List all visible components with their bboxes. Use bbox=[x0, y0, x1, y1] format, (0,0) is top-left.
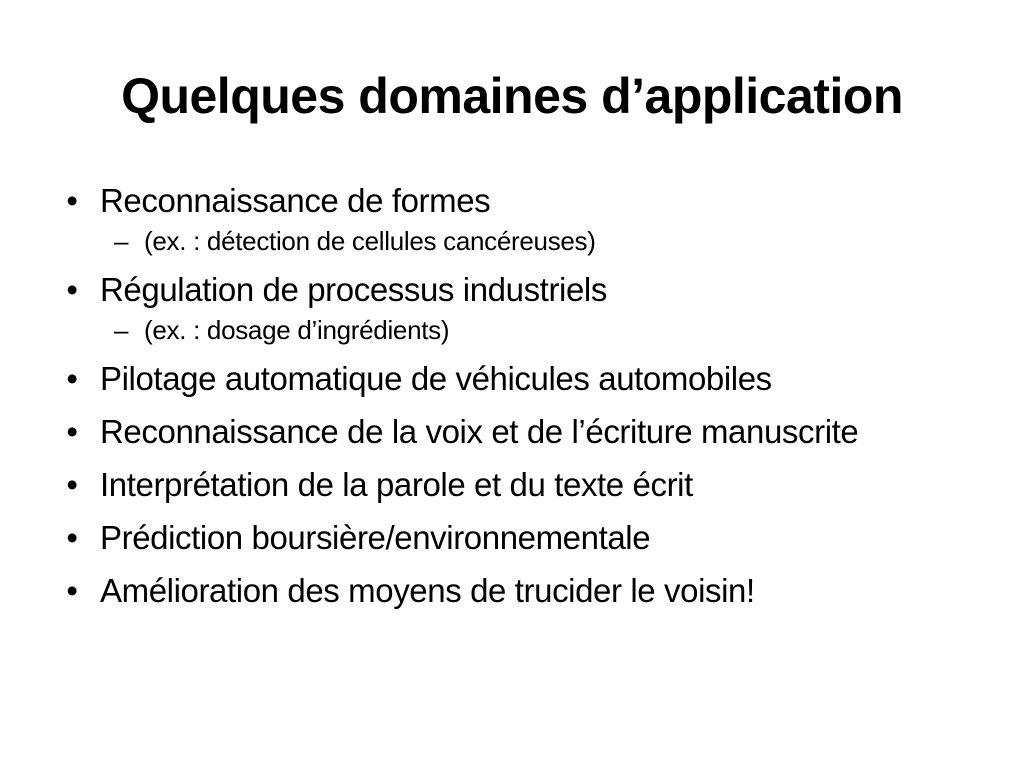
bullet-text: Régulation de processus industriels bbox=[100, 271, 607, 308]
bullet-list bbox=[62, 180, 992, 623]
sub-bullet-item bbox=[62, 314, 992, 346]
bullet-text: Reconnaissance de formes bbox=[100, 182, 491, 219]
bullet-item bbox=[62, 411, 992, 453]
bullet-item bbox=[62, 358, 992, 400]
bullet-item bbox=[62, 570, 992, 612]
bullet-item bbox=[62, 517, 992, 559]
bullet-text: Amélioration des moyens de trucider le voisin! bbox=[100, 572, 755, 609]
bullet-marker: • bbox=[66, 413, 78, 450]
bullet-marker: • bbox=[66, 182, 78, 219]
sub-bullet-item bbox=[62, 225, 992, 257]
bullet-marker: • bbox=[66, 360, 78, 397]
bullet-marker: • bbox=[66, 519, 78, 556]
sub-bullet-text: (ex. : dosage d’ingrédients) bbox=[144, 315, 450, 345]
bullet-marker: • bbox=[66, 466, 78, 503]
sub-bullet-text: (ex. : détection de cellules cancéreuses) bbox=[144, 226, 596, 256]
bullet-marker: • bbox=[66, 572, 78, 609]
bullet-text: Pilotage automatique de véhicules automobiles bbox=[100, 360, 772, 397]
slide-title: Quelques domaines d’application bbox=[121, 68, 903, 124]
bullet-marker: • bbox=[66, 271, 78, 308]
bullet-item bbox=[62, 180, 992, 222]
bullet-text: Reconnaissance de la voix et de l’écriture manuscrite bbox=[100, 413, 859, 450]
bullet-item bbox=[62, 269, 992, 311]
sub-bullet-marker: – bbox=[114, 315, 129, 345]
bullet-text: Interprétation de la parole et du texte écrit bbox=[100, 466, 693, 503]
bullet-text: Prédiction boursière/environnementale bbox=[100, 519, 651, 556]
sub-bullet-marker: – bbox=[114, 226, 129, 256]
bullet-item bbox=[62, 464, 992, 506]
